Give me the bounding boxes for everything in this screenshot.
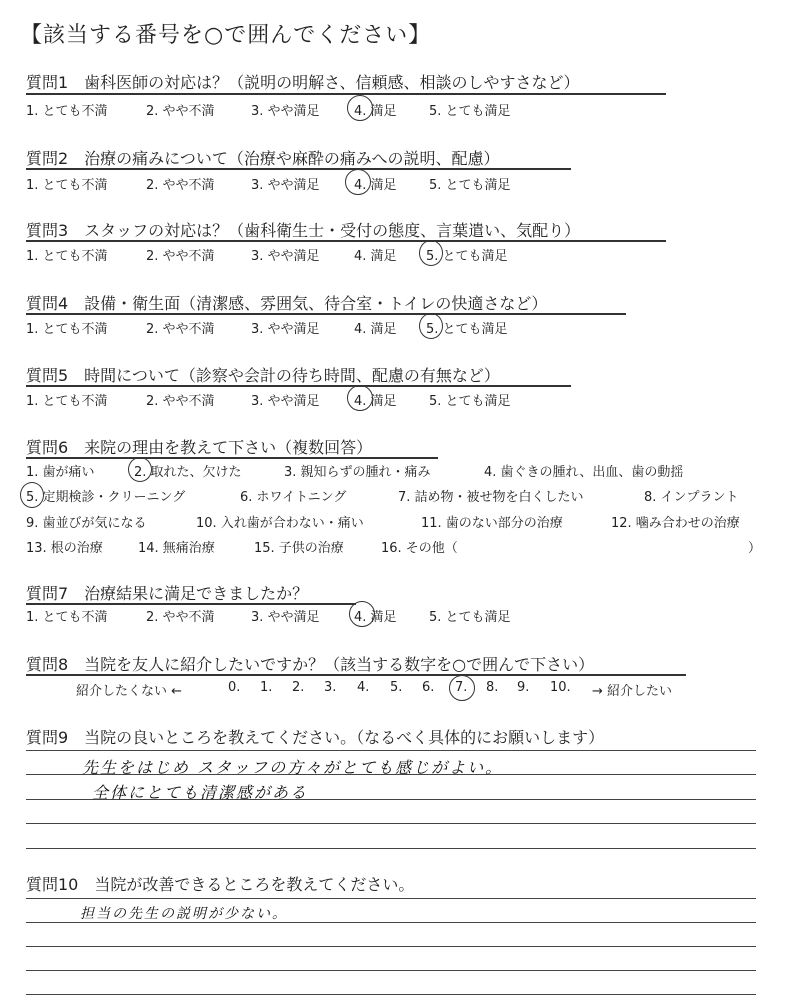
q2-option-1[interactable]: 1. とても不満 [26,178,108,193]
q4-option-1[interactable]: 1. とても不満 [26,322,108,337]
q6-option-16[interactable]: 16. その他（ [381,541,458,556]
q6-option-10[interactable]: 10. 入れ歯が合わない・痛い [196,516,364,531]
q6-option-2[interactable]: 2. 取れた、欠けた [134,465,242,480]
q8-value-7[interactable]: 7. [455,680,468,695]
q5-option-4[interactable]: 4. 満足 [354,394,397,409]
question-1-underline [26,93,666,95]
q1-option-1[interactable]: 1. とても不満 [26,104,108,119]
question-6-heading: 質問6 来院の理由を教えて下さい（複数回答） [26,438,373,457]
q6-option-4[interactable]: 4. 歯ぐきの腫れ、出血、歯の動揺 [484,465,684,480]
q8-value-10[interactable]: 10. [550,680,571,695]
question-5-underline [26,385,571,387]
question-2-underline [26,168,571,170]
q8-value-2[interactable]: 2. [292,680,305,695]
q3-option-2[interactable]: 2. やや不満 [146,249,215,264]
question-4-underline [26,313,626,315]
question-1-heading: 質問1 歯科医師の対応は？（説明の明解さ、信頼感、相談のしやすさなど） [26,73,580,92]
q10-ruled-line-1 [26,898,756,899]
q6-option-8[interactable]: 8. インプラント [644,490,739,505]
q1-selection-circle [347,95,373,121]
q4-option-4[interactable]: 4. 満足 [354,322,397,337]
q10-ruled-line-5 [26,994,756,995]
question-8-underline [26,674,686,676]
q2-option-4[interactable]: 4. 満足 [354,178,397,193]
q5-option-5[interactable]: 5. とても満足 [429,394,511,409]
q2-selection-circle [345,169,371,195]
q10-answer-line-1[interactable]: 担当の先生の説明が少ない。 [80,906,288,922]
q9-answer-line-1[interactable]: 先生をはじめ スタッフの方々がとても感じがよい。 [82,758,504,777]
question-3-underline [26,240,666,242]
q5-option-2[interactable]: 2. やや不満 [146,394,215,409]
q3-option-4[interactable]: 4. 満足 [354,249,397,264]
question-2-heading: 質問2 治療の痛みについて（治療や麻酔の痛みへの説明、配慮） [26,149,500,168]
q7-selection-circle [349,601,375,627]
q7-option-2[interactable]: 2. やや不満 [146,610,215,625]
q8-right-label: → 紹介したい [592,684,673,699]
q6-option-6[interactable]: 6. ホワイトニング [240,490,347,505]
q9-ruled-line-4 [26,823,756,824]
q8-selection-circle [449,675,475,701]
q4-option-2[interactable]: 2. やや不満 [146,322,215,337]
q5-option-3[interactable]: 3. やや満足 [251,394,320,409]
q6-selection-circle-5 [20,482,44,508]
q2-option-2[interactable]: 2. やや不満 [146,178,215,193]
q1-option-3[interactable]: 3. やや満足 [251,104,320,119]
question-5-heading: 質問5 時間について（診察や会計の待ち時間、配慮の有無など） [26,366,500,385]
q1-option-2[interactable]: 2. やや不満 [146,104,215,119]
q5-option-1[interactable]: 1. とても不満 [26,394,108,409]
question-6-underline [26,457,438,459]
q3-selection-circle [419,240,443,266]
q6-option-16-close: ） [748,541,762,556]
q7-option-5[interactable]: 5. とても満足 [429,610,511,625]
q6-option-11[interactable]: 11. 歯のない部分の治療 [421,516,563,531]
q6-option-9[interactable]: 9. 歯並びが気になる [26,516,147,531]
q1-option-5[interactable]: 5. とても満足 [429,104,511,119]
q4-option-5[interactable]: 5. とても満足 [426,322,508,337]
q6-option-5[interactable]: 5. 定期検診・クリーニング [26,490,186,505]
q6-option-13[interactable]: 13. 根の治療 [26,541,103,556]
q3-option-3[interactable]: 3. やや満足 [251,249,320,264]
q8-value-6[interactable]: 6. [422,680,435,695]
q6-option-3[interactable]: 3. 親知らずの腫れ・痛み [284,465,431,480]
q10-ruled-line-3 [26,946,756,947]
q4-selection-circle [419,313,443,339]
q3-option-1[interactable]: 1. とても不満 [26,249,108,264]
question-7-underline [26,603,356,605]
q9-ruled-line-1 [26,750,756,751]
q4-option-3[interactable]: 3. やや満足 [251,322,320,337]
question-4-heading: 質問4 設備・衛生面（清潔感、雰囲気、待合室・トイレの快適さなど） [26,294,548,313]
q5-selection-circle [347,385,373,411]
q1-option-4[interactable]: 4. 満足 [354,104,397,119]
q8-value-3[interactable]: 3. [324,680,337,695]
q8-value-8[interactable]: 8. [486,680,499,695]
q8-value-9[interactable]: 9. [517,680,530,695]
question-9-heading: 質問9 当院の良いところを教えてください。（なるべく具体的にお願いします） [26,728,605,747]
q2-option-3[interactable]: 3. やや満足 [251,178,320,193]
question-7-heading: 質問7 治療結果に満足できましたか？ [26,584,309,603]
question-10-heading: 質問10 当院が改善できるところを教えてください。 [26,875,415,894]
q9-ruled-line-5 [26,848,756,849]
q8-value-1[interactable]: 1. [260,680,273,695]
q2-option-5[interactable]: 5. とても満足 [429,178,511,193]
q6-option-7[interactable]: 7. 詰め物・被せ物を白くしたい [398,490,584,505]
q7-option-3[interactable]: 3. やや満足 [251,610,320,625]
q8-value-0[interactable]: 0. [228,680,241,695]
q6-option-1[interactable]: 1. 歯が痛い [26,465,95,480]
q8-left-label: 紹介したくない ← [76,684,183,699]
page-title: 【該当する番号を○で囲んでください】 [20,23,432,48]
q10-ruled-line-4 [26,970,756,971]
q8-value-5[interactable]: 5. [390,680,403,695]
q6-option-15[interactable]: 15. 子供の治療 [254,541,344,556]
q3-option-5[interactable]: 5. とても満足 [426,249,508,264]
question-3-heading: 質問3 スタッフの対応は？（歯科衛生士・受付の態度、言葉遣い、気配り） [26,221,581,240]
q8-value-4[interactable]: 4. [357,680,370,695]
q6-selection-circle-2 [128,457,152,482]
question-8-heading: 質問8 当院を友人に紹介したいですか？（該当する数字を○で囲んで下さい） [26,655,595,674]
q7-option-1[interactable]: 1. とても不満 [26,610,108,625]
q9-answer-line-2[interactable]: 全体にとても清潔感がある [92,783,309,802]
q7-option-4[interactable]: 4. 満足 [354,610,397,625]
q6-option-12[interactable]: 12. 噛み合わせの治療 [611,516,740,531]
q6-option-14[interactable]: 14. 無痛治療 [138,541,215,556]
